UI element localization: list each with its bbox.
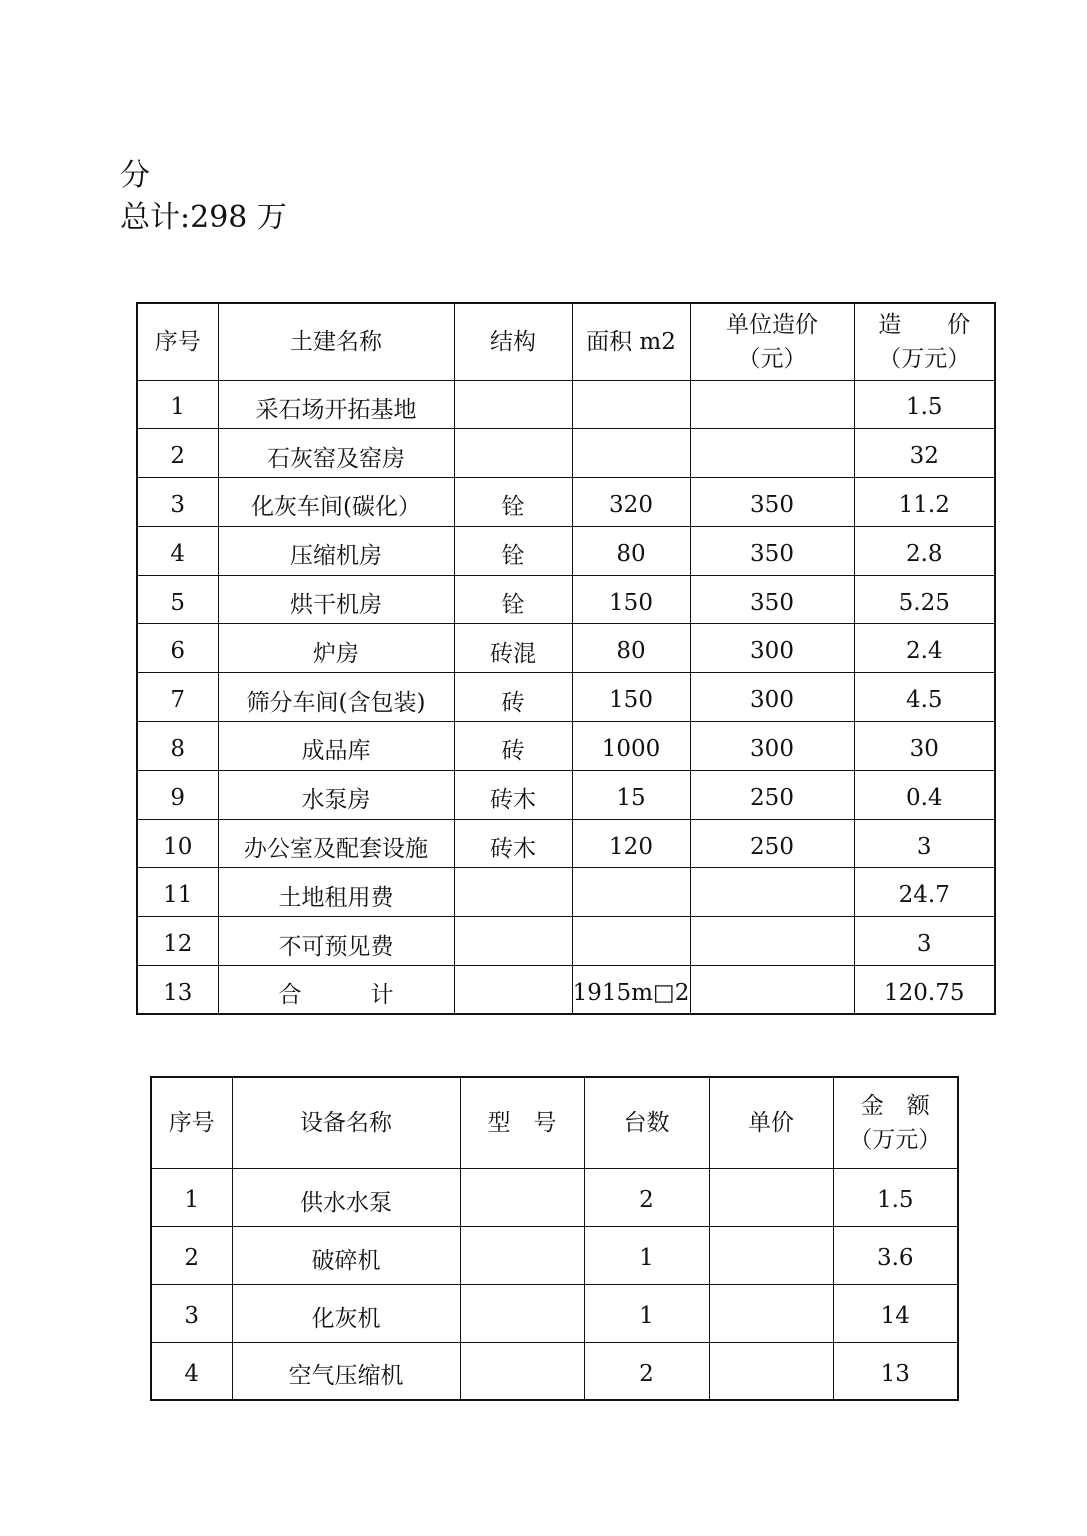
- cell-equipment-name: 化灰机: [232, 1284, 460, 1342]
- table-row: [137, 624, 995, 673]
- cell-civil-name: 压缩机房: [218, 526, 454, 575]
- equipment-table: [150, 1076, 959, 1401]
- cell-area: [572, 429, 690, 478]
- cell-unit-cost: 300: [690, 722, 854, 771]
- cell-area: 320: [572, 478, 690, 527]
- header-amount-line2: （万元）: [849, 1126, 942, 1153]
- civil-works-table: [136, 302, 996, 1015]
- cell-cost: 4.5: [854, 673, 995, 722]
- cell-cost: 2.4: [854, 624, 995, 673]
- cell-unit-cost: 350: [690, 526, 854, 575]
- cell-area: 80: [572, 526, 690, 575]
- table-row: [137, 526, 995, 575]
- cell-structure: 砖: [454, 673, 572, 722]
- cell-equipment-name: 供水水泵: [232, 1168, 460, 1226]
- cell-no: 4: [151, 1342, 232, 1400]
- header-quantity: 台数: [584, 1077, 709, 1168]
- cell-civil-name: 成品库: [218, 722, 454, 771]
- cell-civil-name: 水泵房: [218, 770, 454, 819]
- header-cost-line2: （万元）: [878, 345, 971, 372]
- cell-unit-cost: 350: [690, 478, 854, 527]
- cell-structure: 铨: [454, 478, 572, 527]
- header-civil-name: 土建名称: [218, 303, 454, 380]
- cell-area: 1915m□2: [572, 966, 690, 1015]
- civil-table-header: [137, 303, 995, 380]
- header-unit-cost-line1: 单位造价: [726, 311, 818, 338]
- cell-civil-name: 办公室及配套设施: [218, 819, 454, 868]
- cell-quantity: 2: [584, 1168, 709, 1226]
- cell-area: [572, 917, 690, 966]
- cell-unit-cost: [690, 917, 854, 966]
- intro-text: [120, 155, 287, 239]
- cell-area: [572, 868, 690, 917]
- equipment-table-body: [151, 1168, 958, 1400]
- cell-structure: [454, 966, 572, 1015]
- equipment-table-header: [151, 1077, 958, 1168]
- cell-no: 13: [137, 966, 218, 1015]
- header-equipment-name: 设备名称: [232, 1077, 460, 1168]
- cell-structure: 砖木: [454, 770, 572, 819]
- cell-civil-name: 烘干机房: [218, 575, 454, 624]
- table-row: [137, 429, 995, 478]
- total-line: 总计:298 万: [120, 200, 287, 235]
- cell-cost: 3: [854, 917, 995, 966]
- table-row: [137, 575, 995, 624]
- civil-header-row: [137, 303, 995, 380]
- cell-equipment-name: 破碎机: [232, 1226, 460, 1284]
- equipment-header-row: [151, 1077, 958, 1168]
- cell-area: 1000: [572, 722, 690, 771]
- cell-unit-price: [709, 1342, 833, 1400]
- intro-line-1: 分: [120, 158, 150, 193]
- cell-amount: 3.6: [833, 1226, 958, 1284]
- header-unit-price: 单价: [709, 1077, 833, 1168]
- table-row: [137, 770, 995, 819]
- table-row: [137, 868, 995, 917]
- cell-structure: 砖: [454, 722, 572, 771]
- cell-unit-price: [709, 1284, 833, 1342]
- cell-structure: 砖混: [454, 624, 572, 673]
- cell-civil-name: 化灰车间(碳化）: [218, 478, 454, 527]
- civil-table-body: [137, 380, 995, 1014]
- cell-unit-cost: [690, 966, 854, 1015]
- table-row: [137, 478, 995, 527]
- header-cost-line1: 造 价: [878, 311, 971, 338]
- cell-no: 8: [137, 722, 218, 771]
- cell-amount: 14: [833, 1284, 958, 1342]
- header-cost: [854, 303, 995, 380]
- cell-amount: 1.5: [833, 1168, 958, 1226]
- cell-quantity: 1: [584, 1284, 709, 1342]
- cell-unit-cost: 250: [690, 819, 854, 868]
- cell-equipment-name: 空气压缩机: [232, 1342, 460, 1400]
- cell-no: 6: [137, 624, 218, 673]
- cell-unit-price: [709, 1226, 833, 1284]
- header-structure: 结构: [454, 303, 572, 380]
- table-row: [151, 1342, 958, 1400]
- table-row: [151, 1168, 958, 1226]
- cell-cost: 2.8: [854, 526, 995, 575]
- cell-unit-cost: 250: [690, 770, 854, 819]
- cell-structure: [454, 917, 572, 966]
- cell-model: [460, 1342, 584, 1400]
- header-amount: [833, 1077, 958, 1168]
- cell-no: 9: [137, 770, 218, 819]
- cell-structure: 铨: [454, 575, 572, 624]
- table-row: [151, 1284, 958, 1342]
- cell-civil-name: 不可预见费: [218, 917, 454, 966]
- cell-model: [460, 1284, 584, 1342]
- cell-civil-name: 土地租用费: [218, 868, 454, 917]
- table-row: [137, 819, 995, 868]
- header-unit-cost-line2: （元）: [737, 345, 807, 372]
- cell-no: 1: [151, 1168, 232, 1226]
- cell-area: 120: [572, 819, 690, 868]
- cell-structure: 砖木: [454, 819, 572, 868]
- cell-cost: 5.25: [854, 575, 995, 624]
- cell-structure: [454, 868, 572, 917]
- cell-quantity: 1: [584, 1226, 709, 1284]
- cell-no: 2: [137, 429, 218, 478]
- cell-area: 15: [572, 770, 690, 819]
- cell-no: 12: [137, 917, 218, 966]
- cell-unit-price: [709, 1168, 833, 1226]
- cell-cost: 11.2: [854, 478, 995, 527]
- cell-no: 10: [137, 819, 218, 868]
- header-model: 型 号: [460, 1077, 584, 1168]
- cell-unit-cost: [690, 429, 854, 478]
- cell-cost: 0.4: [854, 770, 995, 819]
- cell-unit-cost: 300: [690, 673, 854, 722]
- cell-no: 4: [137, 526, 218, 575]
- cell-structure: [454, 380, 572, 429]
- cell-cost: 30: [854, 722, 995, 771]
- cell-area: [572, 380, 690, 429]
- header-area: 面积 m2: [572, 303, 690, 380]
- cell-no: 1: [137, 380, 218, 429]
- cell-no: 3: [137, 478, 218, 527]
- cell-area: 150: [572, 575, 690, 624]
- cell-structure: 铨: [454, 526, 572, 575]
- cell-structure: [454, 429, 572, 478]
- header-no: 序号: [151, 1077, 232, 1168]
- cell-no: 7: [137, 673, 218, 722]
- cell-cost: 1.5: [854, 380, 995, 429]
- table-row: [151, 1226, 958, 1284]
- cell-civil-name: 筛分车间(含包装): [218, 673, 454, 722]
- cell-area: 150: [572, 673, 690, 722]
- cell-model: [460, 1168, 584, 1226]
- table-row: [137, 966, 995, 1015]
- cell-civil-name: 合 计: [218, 966, 454, 1015]
- cell-quantity: 2: [584, 1342, 709, 1400]
- cell-civil-name: 采石场开拓基地: [218, 380, 454, 429]
- cell-unit-cost: 300: [690, 624, 854, 673]
- cell-civil-name: 炉房: [218, 624, 454, 673]
- cell-no: 2: [151, 1226, 232, 1284]
- header-no: 序号: [137, 303, 218, 380]
- cell-no: 3: [151, 1284, 232, 1342]
- header-amount-line1: 金 额: [860, 1092, 930, 1119]
- cell-unit-cost: [690, 380, 854, 429]
- cell-cost: 3: [854, 819, 995, 868]
- cell-unit-cost: [690, 868, 854, 917]
- cell-model: [460, 1226, 584, 1284]
- cell-cost: 120.75: [854, 966, 995, 1015]
- cell-unit-cost: 350: [690, 575, 854, 624]
- cell-amount: 13: [833, 1342, 958, 1400]
- table-row: [137, 917, 995, 966]
- cell-area: 80: [572, 624, 690, 673]
- cell-cost: 24.7: [854, 868, 995, 917]
- header-unit-cost: [690, 303, 854, 380]
- cell-no: 11: [137, 868, 218, 917]
- cell-no: 5: [137, 575, 218, 624]
- table-row: [137, 722, 995, 771]
- cell-cost: 32: [854, 429, 995, 478]
- table-row: [137, 380, 995, 429]
- table-row: [137, 673, 995, 722]
- cell-civil-name: 石灰窑及窑房: [218, 429, 454, 478]
